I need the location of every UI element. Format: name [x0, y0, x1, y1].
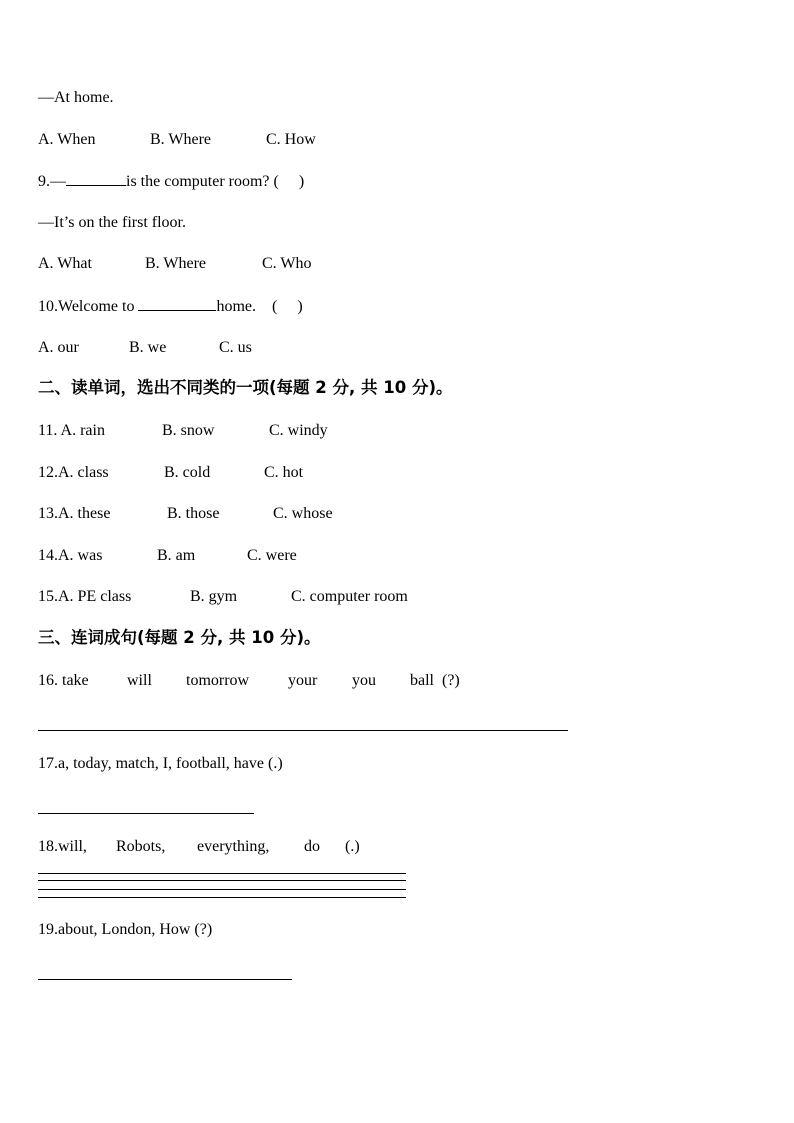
q19-answer-line[interactable]	[38, 979, 292, 980]
q18-word-1: 18.will,	[38, 838, 87, 855]
q10-prefix: 10.Welcome to	[38, 298, 139, 315]
q16-answer-line[interactable]	[38, 730, 568, 731]
q14-option-c: C. were	[247, 547, 297, 564]
q16-word-1: 16. take	[38, 672, 89, 689]
q14-option-b: B. am	[157, 547, 196, 564]
q16-word-6: ball (?)	[410, 672, 460, 689]
q9-stem	[38, 171, 304, 192]
q18-word-5: (.)	[345, 838, 360, 855]
q10-stem	[38, 296, 303, 317]
q9-option-b: B. Where	[145, 255, 207, 272]
q11-option-b: B. snow	[162, 422, 215, 439]
q13-option-c: C. whose	[273, 505, 333, 522]
q10-option-c: C. us	[219, 339, 252, 356]
q18-answer-line-2[interactable]	[38, 880, 406, 881]
q9-blank[interactable]	[66, 171, 126, 186]
q10-option-b: B. we	[129, 339, 167, 356]
q13-option-a: 13.A. these	[38, 505, 111, 522]
q13-option-b: B. those	[167, 505, 220, 522]
section2-heading: 二、读单词，选出不同类的一项(每题 2 分, 共 10 分)。	[38, 378, 453, 397]
q11-option-c: C. windy	[269, 422, 328, 439]
q10-blank[interactable]	[138, 296, 216, 311]
q10-stem-text: home. ( )	[216, 298, 303, 315]
q11-option-a: 11. A. rain	[38, 422, 105, 439]
q18-word-4: do	[304, 838, 320, 855]
q15-option-c: C. computer room	[291, 588, 408, 605]
q18-answer-line-1[interactable]	[38, 873, 406, 874]
q9-stem-text: is the computer room? ( )	[126, 173, 305, 190]
q14-option-a: 14.A. was	[38, 547, 103, 564]
q12-option-b: B. cold	[164, 464, 211, 481]
q16-word-5: you	[352, 672, 376, 689]
q18-word-3: everything,	[197, 838, 270, 855]
q9-prefix: 9.—	[38, 173, 66, 190]
q12-option-c: C. hot	[264, 464, 304, 481]
q18-answer-line-4[interactable]	[38, 897, 406, 898]
q10-option-a: A. our	[38, 339, 79, 356]
q19-words: 19.about, London, How (?)	[38, 921, 213, 938]
q12-option-a: 12.A. class	[38, 464, 109, 481]
q15-option-b: B. gym	[190, 588, 238, 605]
q8-option-a: A. When	[38, 131, 96, 148]
q18-word-2: Robots,	[116, 838, 166, 855]
q9-answer-line: —It’s on the first floor.	[38, 214, 186, 231]
q9-option-c: C. Who	[262, 255, 312, 272]
q9-option-a: A. What	[38, 255, 92, 272]
q16-word-3: tomorrow	[186, 672, 250, 689]
q8-option-b: B. Where	[150, 131, 212, 148]
section3-heading: 三、连词成句(每题 2 分, 共 10 分)。	[38, 628, 321, 647]
q15-option-a: 15.A. PE class	[38, 588, 132, 605]
q8-answer-line: —At home.	[38, 89, 114, 106]
q17-answer-line[interactable]	[38, 813, 254, 814]
q17-words: 17.a, today, match, I, football, have (.)	[38, 755, 283, 772]
q16-word-2: will	[127, 672, 152, 689]
q16-word-4: your	[288, 672, 318, 689]
q8-option-c: C. How	[266, 131, 316, 148]
q18-answer-line-3[interactable]	[38, 889, 406, 890]
